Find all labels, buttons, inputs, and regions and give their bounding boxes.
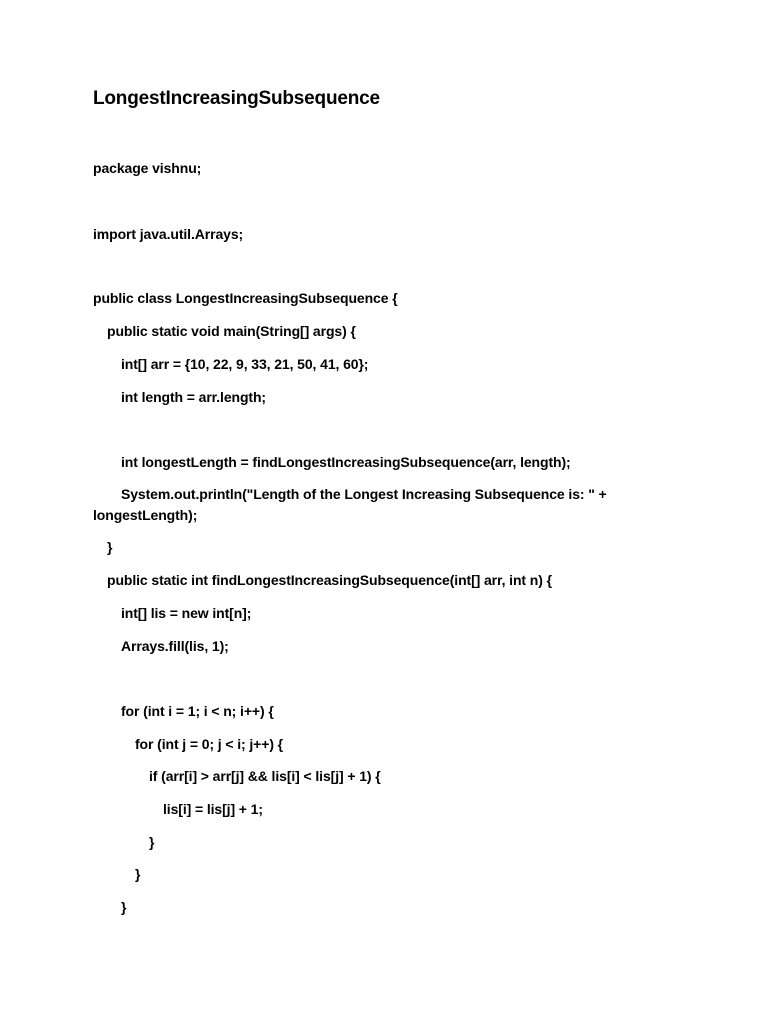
code-line: int length = arr.length;: [121, 389, 266, 405]
code-line: Arrays.fill(lis, 1);: [121, 638, 229, 654]
code-line: lis[i] = lis[j] + 1;: [163, 801, 263, 817]
code-line: }: [121, 899, 127, 915]
code-line: for (int i = 1; i < n; i++) {: [121, 703, 274, 719]
code-line: longestLength);: [93, 507, 198, 523]
code-line: public class LongestIncreasingSubsequence {: [93, 290, 398, 306]
document-title: LongestIncreasingSubsequence: [93, 88, 380, 109]
code-line: System.out.println("Length of the Longest Increasing Subsequence is: " +: [121, 486, 607, 502]
code-line: }: [135, 866, 141, 882]
code-line: int[] arr = {10, 22, 9, 33, 21, 50, 41, 60};: [121, 356, 369, 372]
code-line: for (int j = 0; j < i; j++) {: [135, 736, 284, 752]
code-line: if (arr[i] > arr[j] && lis[i] < lis[j] + 1) {: [149, 768, 381, 784]
code-line: import java.util.Arrays;: [93, 226, 244, 242]
code-line: }: [149, 834, 155, 850]
code-line: package vishnu;: [93, 160, 202, 176]
code-line: public static void main(String[] args) {: [107, 323, 356, 339]
code-line: }: [107, 539, 113, 555]
code-line: int longestLength = findLongestIncreasingSubsequence(arr, length);: [121, 454, 571, 470]
code-line: int[] lis = new int[n];: [121, 605, 252, 621]
code-line: public static int findLongestIncreasingSubsequence(int[] arr, int n) {: [107, 572, 552, 588]
